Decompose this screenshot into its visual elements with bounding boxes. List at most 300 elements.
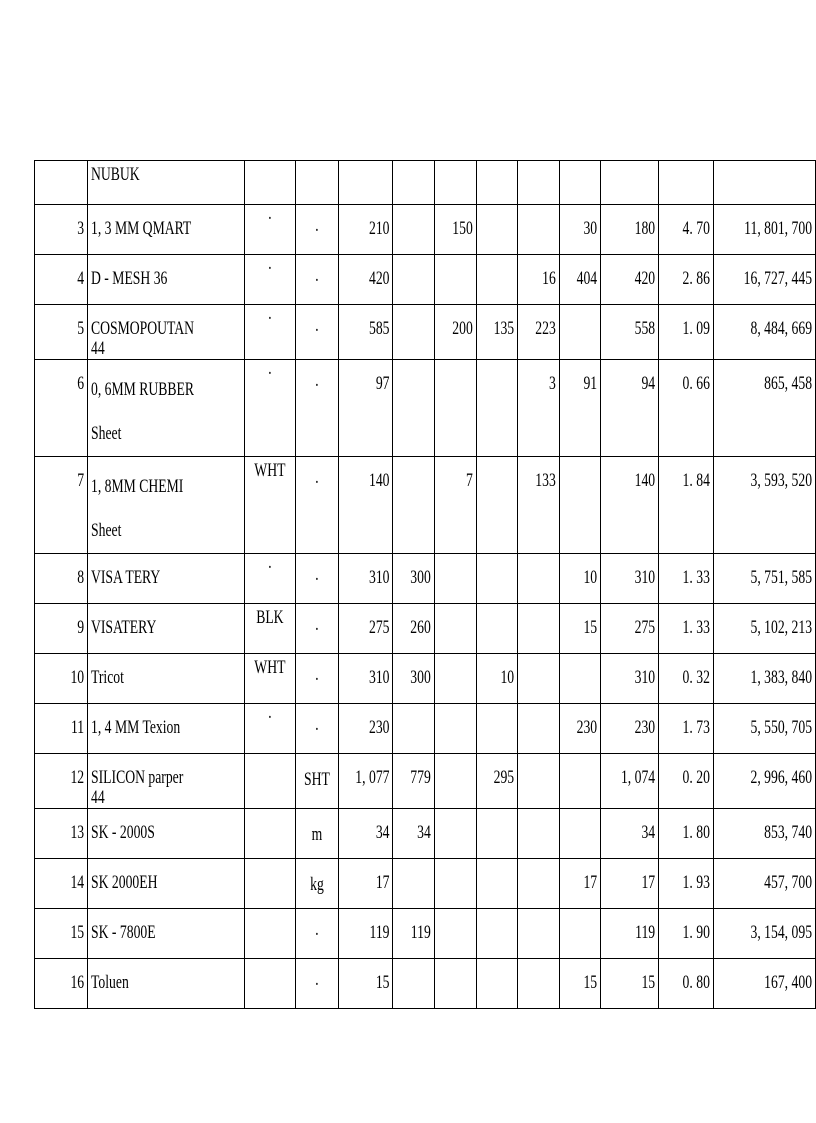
- c3-cell: [435, 255, 477, 305]
- c7-text: 180: [634, 218, 656, 239]
- c4-cell: [476, 859, 517, 909]
- price-text: 0. 66: [682, 373, 710, 394]
- table-row: [35, 809, 816, 859]
- amount-cell: [713, 654, 815, 704]
- c4-text: 135: [493, 318, 514, 339]
- c7-text: 310: [634, 567, 656, 588]
- unit-cell: [295, 959, 338, 1009]
- c6-cell: [559, 457, 600, 554]
- unit-cell: [295, 457, 338, 554]
- color-cell: [245, 809, 296, 859]
- no-text: 7: [77, 470, 85, 491]
- desc-cell: [88, 554, 245, 604]
- c5-text: [531, 654, 556, 668]
- price-text: 1. 73: [682, 717, 710, 738]
- color-cell: [245, 909, 296, 959]
- desc-cell: [88, 809, 245, 859]
- c2-cell: [393, 205, 435, 255]
- c6-cell: [559, 959, 600, 1009]
- desc-text: VISA TERY: [91, 567, 161, 588]
- c6-cell: [559, 305, 600, 360]
- no-cell: [35, 305, 88, 360]
- c3-text: [448, 754, 473, 768]
- color-cell: [245, 859, 296, 909]
- c1-text: 585: [368, 318, 390, 339]
- table-row: [35, 604, 816, 654]
- unit-cell: [295, 754, 338, 809]
- c6-text: 17: [583, 872, 597, 893]
- desc-cell: [88, 360, 245, 457]
- c3-cell: [435, 305, 477, 360]
- color-text: ·: [267, 258, 273, 279]
- empty-cell: [517, 161, 559, 205]
- c7-text: 119: [635, 922, 656, 943]
- c6-cell: [559, 809, 600, 859]
- desc-cell: [88, 754, 245, 809]
- price-text: 1. 84: [682, 470, 710, 491]
- unit-cell: [295, 859, 338, 909]
- c4-cell: [476, 654, 517, 704]
- table-row: [35, 360, 816, 457]
- color-cell: [245, 554, 296, 604]
- c3-text: [448, 554, 473, 568]
- c4-cell: [476, 457, 517, 554]
- c5-text: 133: [535, 470, 556, 491]
- c2-cell: [393, 654, 435, 704]
- table-row: [35, 859, 816, 909]
- price-text: 0. 32: [682, 667, 710, 688]
- color-text: BLK: [256, 607, 284, 628]
- c2-cell: [393, 754, 435, 809]
- c6-text: [572, 809, 597, 823]
- c5-text: [531, 704, 556, 718]
- amount-text: 1, 383, 840: [750, 667, 812, 688]
- c5-cell: [517, 909, 559, 959]
- table-row: [35, 457, 816, 554]
- amount-text: 167, 400: [764, 972, 812, 993]
- table-row: [35, 255, 816, 305]
- color-text: ·: [267, 208, 273, 229]
- no-text: 8: [77, 567, 85, 588]
- c5-cell: [517, 704, 559, 754]
- empty-cell: [600, 161, 658, 205]
- c6-text: [572, 457, 597, 471]
- c7-cell: [600, 754, 658, 809]
- c3-text: 7: [466, 470, 473, 491]
- amount-text: 865, 458: [764, 373, 812, 394]
- desc-cell: [88, 909, 245, 959]
- c7-cell: [600, 654, 658, 704]
- desc-cell: [88, 859, 245, 909]
- c6-text: [572, 754, 597, 768]
- color-text: WHT: [254, 657, 286, 678]
- header-row: [35, 161, 816, 205]
- c4-cell: [476, 604, 517, 654]
- no-text: 14: [70, 872, 85, 893]
- c3-text: [448, 360, 473, 374]
- desc-cell: [88, 205, 245, 255]
- c3-text: 200: [452, 318, 473, 339]
- c6-text: [572, 305, 597, 319]
- c7-text: 17: [641, 872, 656, 893]
- no-cell: [35, 604, 88, 654]
- unit-text: ·: [314, 719, 320, 740]
- amount-text: 457, 700: [764, 872, 812, 893]
- c1-text: 275: [368, 617, 390, 638]
- c2-cell: [393, 809, 435, 859]
- c1-cell: [338, 604, 393, 654]
- no-cell: [35, 809, 88, 859]
- c5-cell: [517, 959, 559, 1009]
- c1-text: 34: [375, 822, 390, 843]
- c4-text: [489, 859, 514, 873]
- c4-cell: [476, 205, 517, 255]
- c6-cell: [559, 205, 600, 255]
- color-text: ·: [267, 707, 273, 728]
- c5-cell: [517, 754, 559, 809]
- amount-cell: [713, 305, 815, 360]
- unit-cell: [295, 704, 338, 754]
- c6-text: [572, 909, 597, 923]
- color-cell: [245, 205, 296, 255]
- c5-cell: [517, 554, 559, 604]
- c7-text: 94: [641, 373, 656, 394]
- no-cell: [35, 554, 88, 604]
- unit-text: ·: [314, 669, 320, 690]
- price-cell: [659, 205, 714, 255]
- c7-cell: [600, 205, 658, 255]
- unit-text: ·: [314, 974, 320, 995]
- no-cell: [35, 859, 88, 909]
- c4-text: [489, 360, 514, 374]
- c7-text: 275: [634, 617, 656, 638]
- unit-text: ·: [314, 569, 320, 590]
- c5-cell: [517, 809, 559, 859]
- c2-text: [406, 305, 431, 319]
- c7-cell: [600, 554, 658, 604]
- desc-text: VISATERY: [91, 617, 157, 638]
- c2-text: 779: [410, 767, 432, 788]
- c5-cell: [517, 654, 559, 704]
- table-row: [35, 205, 816, 255]
- desc-cell: [88, 457, 245, 554]
- price-text: 2. 86: [682, 268, 710, 289]
- no-cell: [35, 161, 88, 205]
- color-text: [254, 909, 286, 913]
- desc-text: Toluen: [91, 972, 129, 993]
- c6-cell: [559, 859, 600, 909]
- table-row: [35, 754, 816, 809]
- unit-text: SHT: [303, 769, 330, 790]
- c4-text: [489, 959, 514, 973]
- c7-text: 34: [641, 822, 656, 843]
- no-text: 11: [70, 717, 85, 738]
- amount-cell: [713, 360, 815, 457]
- c2-cell: [393, 360, 435, 457]
- c1-text: 1, 077: [355, 767, 390, 788]
- c7-text: 140: [634, 470, 656, 491]
- c5-text: [531, 909, 556, 923]
- empty-cell: [245, 161, 296, 205]
- c2-cell: [393, 457, 435, 554]
- c1-cell: [338, 909, 393, 959]
- c3-cell: [435, 554, 477, 604]
- no-cell: [35, 909, 88, 959]
- price-cell: [659, 457, 714, 554]
- c7-cell: [600, 360, 658, 457]
- color-cell: [245, 457, 296, 554]
- c7-cell: [600, 809, 658, 859]
- c6-cell: [559, 909, 600, 959]
- c1-cell: [338, 754, 393, 809]
- color-text: ·: [267, 308, 273, 329]
- c5-text: [531, 754, 556, 768]
- c6-text: [572, 654, 597, 668]
- empty-cell: [713, 161, 815, 205]
- c2-text: [406, 205, 431, 219]
- c6-cell: [559, 654, 600, 704]
- c1-text: 210: [368, 218, 390, 239]
- no-cell: [35, 704, 88, 754]
- amount-cell: [713, 255, 815, 305]
- c3-cell: [435, 205, 477, 255]
- c6-text: 10: [583, 567, 597, 588]
- desc-cell: [88, 305, 245, 360]
- c7-cell: [600, 704, 658, 754]
- amount-text: 3, 154, 095: [750, 922, 812, 943]
- unit-text: kg: [310, 874, 324, 895]
- empty-cell: [393, 161, 435, 205]
- unit-cell: [295, 554, 338, 604]
- unit-text: ·: [314, 619, 320, 640]
- c3-cell: [435, 457, 477, 554]
- price-cell: [659, 654, 714, 704]
- table-row: [35, 554, 816, 604]
- desc-cell: [88, 604, 245, 654]
- c5-text: [531, 859, 556, 873]
- amount-cell: [713, 859, 815, 909]
- c6-text: 30: [583, 218, 597, 239]
- c7-text: 230: [634, 717, 656, 738]
- c2-cell: [393, 604, 435, 654]
- c7-text: 558: [634, 318, 656, 339]
- amount-text: 5, 102, 213: [750, 617, 812, 638]
- no-cell: [35, 754, 88, 809]
- desc-cell: [88, 161, 245, 205]
- desc-text: SK - 2000S: [91, 822, 155, 843]
- c1-text: 140: [368, 470, 390, 491]
- no-text: 9: [77, 617, 85, 638]
- desc-text: 1, 8MM CHEMI Sheet: [91, 476, 184, 541]
- color-cell: [245, 305, 296, 360]
- no-cell: [35, 654, 88, 704]
- c1-text: 97: [375, 373, 390, 394]
- c2-text: [406, 859, 431, 873]
- amount-text: 11, 801, 700: [744, 218, 812, 239]
- c7-text: 310: [634, 667, 656, 688]
- c2-text: [406, 360, 431, 374]
- c6-text: 15: [583, 972, 597, 993]
- c4-cell: [476, 809, 517, 859]
- desc-cell: [88, 654, 245, 704]
- price-cell: [659, 305, 714, 360]
- c7-text: 420: [634, 268, 656, 289]
- c6-cell: [559, 255, 600, 305]
- c5-cell: [517, 205, 559, 255]
- unit-text: ·: [314, 375, 320, 396]
- no-text: 10: [70, 667, 85, 688]
- no-text: 15: [70, 922, 85, 943]
- c4-text: [489, 809, 514, 823]
- c7-text: 15: [641, 972, 656, 993]
- table-row: [35, 305, 816, 360]
- c3-cell: [435, 604, 477, 654]
- c5-cell: [517, 360, 559, 457]
- amount-cell: [713, 754, 815, 809]
- c1-text: 310: [368, 567, 390, 588]
- c4-text: [489, 205, 514, 219]
- empty-cell: [338, 161, 393, 205]
- color-cell: [245, 654, 296, 704]
- c5-cell: [517, 457, 559, 554]
- color-text: ·: [267, 363, 273, 384]
- unit-cell: [295, 654, 338, 704]
- c2-text: [406, 457, 431, 471]
- amount-cell: [713, 909, 815, 959]
- c3-text: [448, 654, 473, 668]
- color-text: [254, 959, 286, 963]
- desc-cell: [88, 255, 245, 305]
- table-row: [35, 704, 816, 754]
- c3-cell: [435, 654, 477, 704]
- desc-text: 0, 6MM RUBBER Sheet: [91, 379, 195, 444]
- c4-cell: [476, 255, 517, 305]
- c3-cell: [435, 909, 477, 959]
- price-text: 1. 93: [682, 872, 710, 893]
- c5-text: [531, 604, 556, 618]
- c2-cell: [393, 554, 435, 604]
- c7-cell: [600, 959, 658, 1009]
- c4-text: [489, 554, 514, 568]
- c6-cell: [559, 754, 600, 809]
- c1-cell: [338, 959, 393, 1009]
- c2-cell: [393, 909, 435, 959]
- c2-cell: [393, 305, 435, 360]
- c4-text: 295: [493, 767, 514, 788]
- desc-text: COSMOPOUTAN 44: [91, 318, 195, 359]
- price-cell: [659, 859, 714, 909]
- table-row: [35, 959, 816, 1009]
- c1-text: 15: [375, 972, 390, 993]
- no-cell: [35, 205, 88, 255]
- c3-text: [448, 809, 473, 823]
- color-text: [254, 809, 286, 813]
- c7-cell: [600, 909, 658, 959]
- table-body: [35, 161, 816, 1009]
- empty-cell: [435, 161, 477, 205]
- c3-text: [448, 959, 473, 973]
- c1-text: 17: [375, 872, 390, 893]
- unit-text: ·: [314, 320, 320, 341]
- c2-text: 300: [410, 667, 432, 688]
- c3-cell: [435, 754, 477, 809]
- c5-text: 16: [542, 268, 556, 289]
- amount-text: 5, 751, 585: [750, 567, 812, 588]
- no-cell: [35, 959, 88, 1009]
- c1-cell: [338, 457, 393, 554]
- desc-cell: [88, 959, 245, 1009]
- unit-text: ·: [314, 220, 320, 241]
- unit-text: ·: [314, 924, 320, 945]
- color-cell: [245, 704, 296, 754]
- c7-cell: [600, 255, 658, 305]
- c2-text: 34: [417, 822, 432, 843]
- c6-text: 91: [583, 373, 597, 394]
- c3-text: [448, 909, 473, 923]
- c3-cell: [435, 809, 477, 859]
- desc-text: SK 2000EH: [91, 872, 158, 893]
- amount-cell: [713, 205, 815, 255]
- no-text: 4: [77, 268, 85, 289]
- unit-text: m: [311, 824, 323, 845]
- price-cell: [659, 255, 714, 305]
- c1-cell: [338, 360, 393, 457]
- unit-cell: [295, 604, 338, 654]
- price-cell: [659, 909, 714, 959]
- empty-cell: [559, 161, 600, 205]
- color-cell: [245, 360, 296, 457]
- c2-cell: [393, 859, 435, 909]
- no-text: 16: [70, 972, 85, 993]
- desc-text: 1, 4 MM Texion: [91, 717, 181, 738]
- c4-text: [489, 604, 514, 618]
- c6-cell: [559, 704, 600, 754]
- c1-text: 119: [369, 922, 390, 943]
- c4-text: [489, 909, 514, 923]
- c6-text: 15: [583, 617, 597, 638]
- c4-cell: [476, 754, 517, 809]
- c1-cell: [338, 205, 393, 255]
- amount-text: 853, 740: [764, 822, 812, 843]
- c2-text: [406, 959, 431, 973]
- desc-text: 1, 3 MM QMART: [91, 218, 192, 239]
- c5-text: [531, 205, 556, 219]
- c3-cell: [435, 959, 477, 1009]
- amount-text: 3, 593, 520: [750, 470, 812, 491]
- unit-cell: [295, 205, 338, 255]
- c3-cell: [435, 859, 477, 909]
- color-cell: [245, 255, 296, 305]
- table-row: [35, 909, 816, 959]
- price-text: 1. 33: [682, 617, 710, 638]
- amount-text: 16, 727, 445: [743, 268, 812, 289]
- empty-cell: [476, 161, 517, 205]
- color-cell: [245, 754, 296, 809]
- c4-cell: [476, 360, 517, 457]
- c2-text: [406, 704, 431, 718]
- inventory-table: [34, 160, 816, 1009]
- c7-text: 1, 074: [620, 767, 656, 788]
- c6-text: 230: [576, 717, 597, 738]
- unit-cell: [295, 305, 338, 360]
- c1-text: 230: [368, 717, 390, 738]
- c1-cell: [338, 305, 393, 360]
- c6-cell: [559, 360, 600, 457]
- unit-cell: [295, 360, 338, 457]
- price-text: 0. 80: [682, 972, 710, 993]
- c5-text: [531, 554, 556, 568]
- color-cell: [245, 604, 296, 654]
